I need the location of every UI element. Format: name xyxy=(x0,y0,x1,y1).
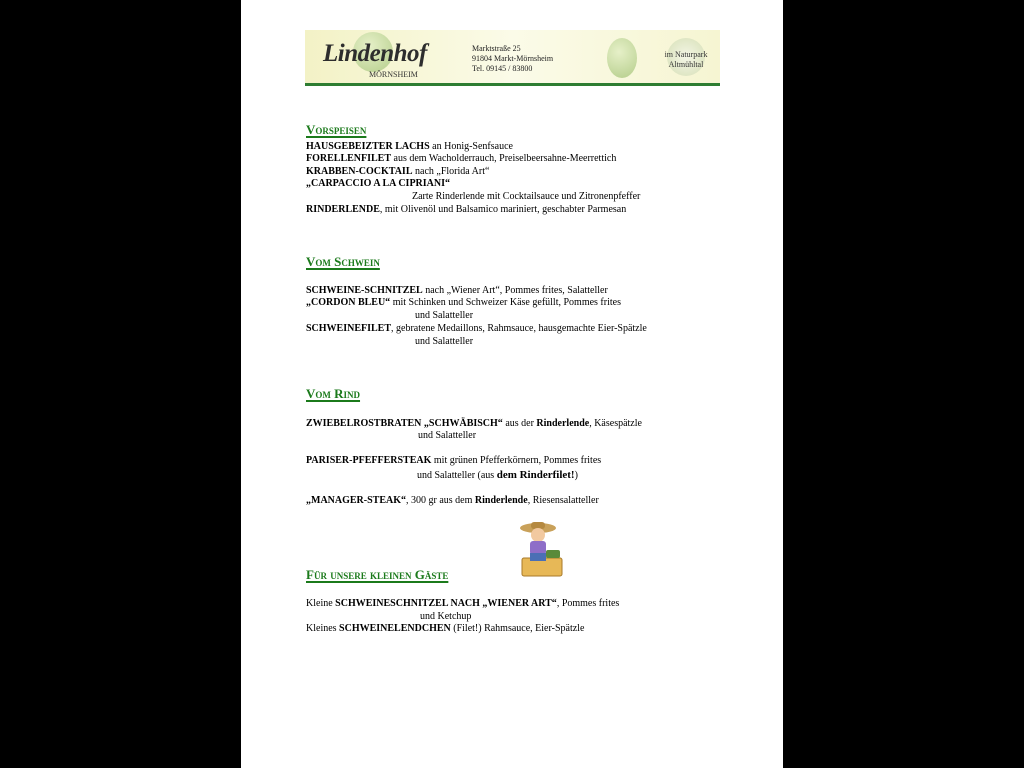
naturpark-label xyxy=(657,50,715,70)
menu-item: RINDERLENDE, mit Olivenöl und Balsamico mariniert, geschabter Parmesan xyxy=(306,204,627,215)
menu-item: KRABBEN-COCKTAIL nach „Florida Art“ xyxy=(306,166,490,177)
menu-item-detail: Zarte Rinderlende mit Cocktailsauce und Zitronenpfeffer xyxy=(412,191,641,202)
park-line-1: im Naturpark xyxy=(664,50,708,59)
contact-address xyxy=(472,44,553,74)
menu-item-detail: und Salatteller (aus dem Rinderfilet!) xyxy=(417,469,578,481)
address-street: Marktstraße 25 xyxy=(472,44,521,53)
header-banner xyxy=(305,30,720,86)
child-clipart-icon xyxy=(516,520,566,580)
menu-item: Kleine SCHWEINESCHNITZEL NACH „WIENER ART“, Pommes frites xyxy=(306,598,620,609)
address-phone: Tel. 09145 / 83800 xyxy=(472,64,533,73)
menu-item-detail: und Salatteller xyxy=(415,336,474,347)
menu-page xyxy=(241,0,783,768)
section-title-vorspeisen: Vorspeisen xyxy=(306,122,367,137)
park-line-2: Altmühltal xyxy=(668,60,704,69)
menu-item: SCHWEINEFILET, gebratene Medaillons, Rahmsauce, hausgemachte Eier-Spätzle xyxy=(306,323,647,334)
address-city: 91804 Markt-Mörnsheim xyxy=(472,54,554,63)
section-title-vom-rind: Vom Rind xyxy=(306,386,361,401)
menu-item-detail: und Salatteller xyxy=(415,310,474,321)
brand-logo: Lindenhof xyxy=(323,40,427,67)
menu-item: „MANAGER-STEAK“, 300 gr aus dem Rinderlende, Riesensalatteller xyxy=(306,495,599,506)
menu-item: „CARPACCIO A LA CIPRIANI“ xyxy=(306,178,450,189)
section-title-vom-schwein: Vom Schwein xyxy=(306,254,380,269)
menu-item: FORELLENFILET aus dem Wacholderrauch, Preiselbeersahne-Meerrettich xyxy=(306,153,617,164)
menu-item: Kleines SCHWEINELENDCHEN (Filet!) Rahmsauce, Eier-Spätzle xyxy=(306,623,585,634)
menu-item-detail: und Salatteller xyxy=(418,430,477,441)
tree-icon xyxy=(607,38,637,78)
section-title-kleine-gaeste: Für unsere kleinen Gäste xyxy=(306,567,449,582)
menu-item-detail: und Ketchup xyxy=(420,611,472,622)
menu-item: ZWIEBELROSTBRATEN „SCHWÄBISCH“ aus der Rinderlende, Käsespätzle xyxy=(306,418,642,429)
menu-item: SCHWEINE-SCHNITZEL nach „Wiener Art“, Pommes frites, Salatteller xyxy=(306,285,608,296)
menu-item: PARISER-PFEFFERSTEAK mit grünen Pfefferkörnern, Pommes frites xyxy=(306,455,602,466)
menu-item: „CORDON BLEU“ mit Schinken und Schweizer Käse gefüllt, Pommes frites xyxy=(306,297,621,308)
brand-place: MÖRNSHEIM xyxy=(369,70,418,79)
menu-item: HAUSGEBEIZTER LACHS an Honig-Senfsauce xyxy=(306,141,513,152)
